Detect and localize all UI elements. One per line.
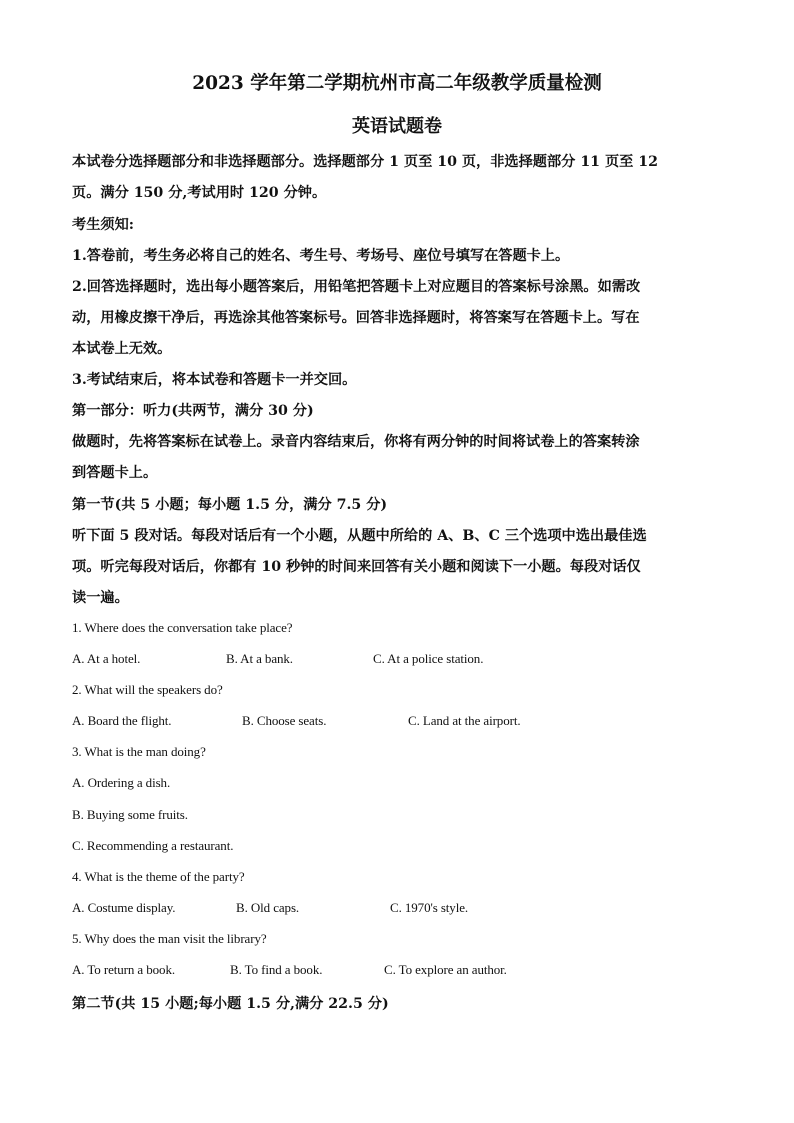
part1-instruction-2: 到答题卡上。: [72, 465, 158, 481]
intro-line-1: 本试卷分选择题部分和非选择题部分。选择题部分 1 页至 10 页，非选择题部分 11 页至 12: [72, 154, 659, 170]
q1-option-b: B. At a bank.: [226, 651, 293, 666]
section1-instruction-3: 读一遍。: [72, 590, 129, 606]
question-3: 3. What is the man doing?: [72, 744, 206, 759]
notice-line-5: 3.考试结束后，将本试卷和答题卡一并交回。: [72, 372, 357, 388]
q3-option-a: A. Ordering a dish.: [72, 775, 171, 790]
notice-line-3: 动，用橡皮擦干净后，再选涂其他答案标号。回答非选择题时，将答案写在答题卡上。写在: [72, 310, 640, 326]
section2-heading: 第二节(共 15 小题;每小题 1.5 分,满分 22.5 分): [72, 996, 389, 1012]
section1-instruction-1: 听下面 5 段对话。每段对话后有一个小题，从题中所给的 A、B、C 三个选项中选出最佳选: [72, 528, 647, 544]
notice-heading: 考生须知:: [72, 217, 134, 233]
notice-line-4: 本试卷上无效。: [72, 341, 172, 357]
q4-option-b: B. Old caps.: [236, 900, 300, 915]
q3-option-c: C. Recommending a restaurant.: [72, 838, 234, 853]
q5-option-b: B. To find a book.: [230, 962, 323, 977]
q3-option-b: B. Buying some fruits.: [72, 807, 188, 822]
intro-line-2: 页。满分 150 分,考试用时 120 分钟。: [72, 185, 327, 201]
section1-instruction-2: 项。听完每段对话后，你都有 10 秒钟的时间来回答有关小题和阅读下一小题。每段对话仅: [72, 559, 641, 575]
q4-option-a: A. Costume display.: [72, 900, 176, 915]
q5-option-a: A. To return a book.: [72, 962, 175, 977]
question-1: 1. Where does the conversation take place?: [72, 620, 293, 635]
q2-option-a: A. Board the flight.: [72, 713, 172, 728]
part1-instruction-1: 做题时，先将答案标在试卷上。录音内容结束后，你将有两分钟的时间将试卷上的答案转涂: [72, 434, 640, 450]
q2-option-b: B. Choose seats.: [242, 713, 327, 728]
q1-option-a: A. At a hotel.: [72, 651, 141, 666]
question-5: 5. Why does the man visit the library?: [72, 931, 267, 946]
question-2: 2. What will the speakers do?: [72, 682, 223, 697]
exam-title: 2023 学年第二学期杭州市高二年级教学质量检测: [192, 73, 602, 94]
q4-option-c: C. 1970's style.: [390, 900, 469, 915]
q2-option-c: C. Land at the airport.: [408, 713, 521, 728]
notice-line-2: 2.回答选择题时，选出每小题答案后，用铅笔把答题卡上对应题目的答案标号涂黑。如需改: [72, 279, 641, 295]
part1-heading: 第一部分：听力(共两节，满分 30 分): [72, 403, 314, 419]
q1-option-c: C. At a police station.: [373, 651, 484, 666]
question-4: 4. What is the theme of the party?: [72, 869, 245, 884]
q5-option-c: C. To explore an author.: [384, 962, 507, 977]
exam-subtitle: 英语试题卷: [352, 116, 442, 137]
section1-heading: 第一节(共 5 小题；每小题 1.5 分，满分 7.5 分): [72, 497, 388, 513]
notice-line-1: 1.答卷前，考生务必将自己的姓名、考生号、考场号、座位号填写在答题卡上。: [72, 248, 570, 264]
